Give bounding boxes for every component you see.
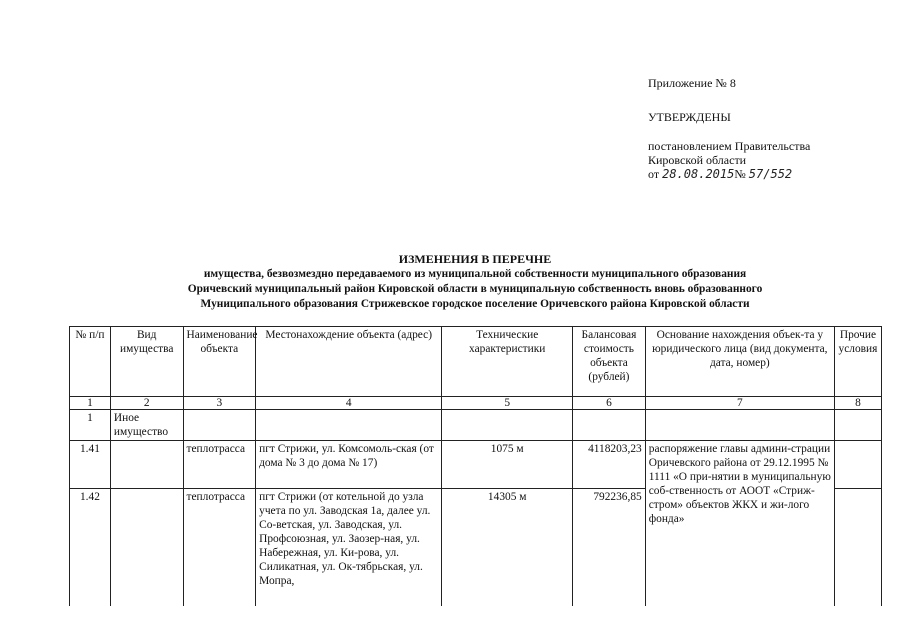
row-other: [834, 441, 881, 489]
header-cost: Балансовая стоимость объекта (рублей): [573, 327, 646, 397]
header-address: Местонахождение объекта (адрес): [256, 327, 442, 397]
row-address: пгт Стрижи, ул. Комсомоль-ская (от дома № 3 до дома № 17): [256, 441, 442, 489]
column-number: 1: [70, 397, 111, 410]
title-line-2: Оричевский муниципальный район Кировской области в муниципальную собственность вновь образованного: [187, 283, 763, 295]
row-basis: распоряжение главы админи-страции Оричевского района от 29.12.1995 № 1111 «О при-нятии в муниципальную соб-ственность от АООТ «Стриж-стром» объектов ЖКХ и жи-лого фонда»: [645, 441, 834, 609]
row-tech: [442, 410, 573, 441]
header-basis: Основание нахождения объек-та у юридического лица (вид документа, дата, номер): [645, 327, 834, 397]
row-name: [183, 410, 256, 441]
header-tech: Технические характеристики: [442, 327, 573, 397]
row-num: 1.41: [70, 441, 111, 489]
header-other: Прочие условия: [834, 327, 881, 397]
resolution-date-line: [648, 167, 810, 181]
row-tech: 1075 м: [442, 441, 573, 489]
document-title: [40, 252, 905, 312]
row-cost: 4118203,23: [573, 441, 646, 489]
title-line-3: Муниципального образования Стрижевское городское поселение Оричевского района Кировской области: [200, 298, 750, 310]
row-basis: [645, 410, 834, 441]
column-number: 5: [442, 397, 573, 410]
row-name: теплотрасса: [183, 441, 256, 489]
appendix-text: Приложение № 8: [648, 76, 736, 90]
column-number: 4: [256, 397, 442, 410]
header-row: [70, 327, 882, 397]
row-type: [110, 489, 183, 609]
header-num: № п/п: [70, 327, 111, 397]
header-type: Вид имущества: [110, 327, 183, 397]
row-address: [256, 410, 442, 441]
number-prefix: №: [734, 167, 746, 181]
column-number: 8: [834, 397, 881, 410]
column-number-row: [70, 397, 882, 410]
row-num: 1: [70, 410, 111, 441]
appendix-label: [648, 76, 736, 90]
resolution-text: [648, 139, 810, 181]
row-address: пгт Стрижи (от котельной до узла учета по ул. Заводская 1а, далее ул. Со-ветская, ул. Заводская, ул. Профсоюзная, ул. Заозер-ная, ул. Набережная, ул. Ки-рова, ул. Силикатная, ул. Ок-тябрьская, ул. Мопра,: [256, 489, 442, 609]
resolution-line-1: постановлением Правительства: [648, 139, 811, 153]
column-number: 6: [573, 397, 646, 410]
row-other: [834, 410, 881, 441]
column-number: 3: [183, 397, 256, 410]
row-cost: [573, 410, 646, 441]
row-tech: 14305 м: [442, 489, 573, 609]
date-prefix: от: [648, 167, 660, 181]
row-type: [110, 441, 183, 489]
header-name: Наименование объекта: [183, 327, 256, 397]
row-num: 1.42: [70, 489, 111, 609]
row-other: [834, 489, 881, 609]
resolution-line-2: Кировской области: [648, 153, 747, 167]
column-number: 2: [110, 397, 183, 410]
title-heading: ИЗМЕНЕНИЯ В ПЕРЕЧНЕ: [398, 252, 552, 266]
property-table: [69, 326, 882, 609]
column-number: 7: [645, 397, 834, 410]
row-name: теплотрасса: [183, 489, 256, 609]
table-row: [70, 441, 882, 489]
page-crop-edge: [0, 606, 905, 640]
title-line-1: имущества, безвозмездно передаваемого из муниципальной собственности муниципального образования: [203, 268, 747, 280]
row-cost: 792236,85: [573, 489, 646, 609]
table-row: [70, 410, 882, 441]
row-type: Иное имущество: [110, 410, 183, 441]
handwritten-number: 57/552: [748, 167, 793, 181]
approved-label: [648, 110, 731, 124]
handwritten-date: 28.08.2015: [662, 167, 735, 181]
approved-text: УТВЕРЖДЕНЫ: [648, 110, 731, 124]
